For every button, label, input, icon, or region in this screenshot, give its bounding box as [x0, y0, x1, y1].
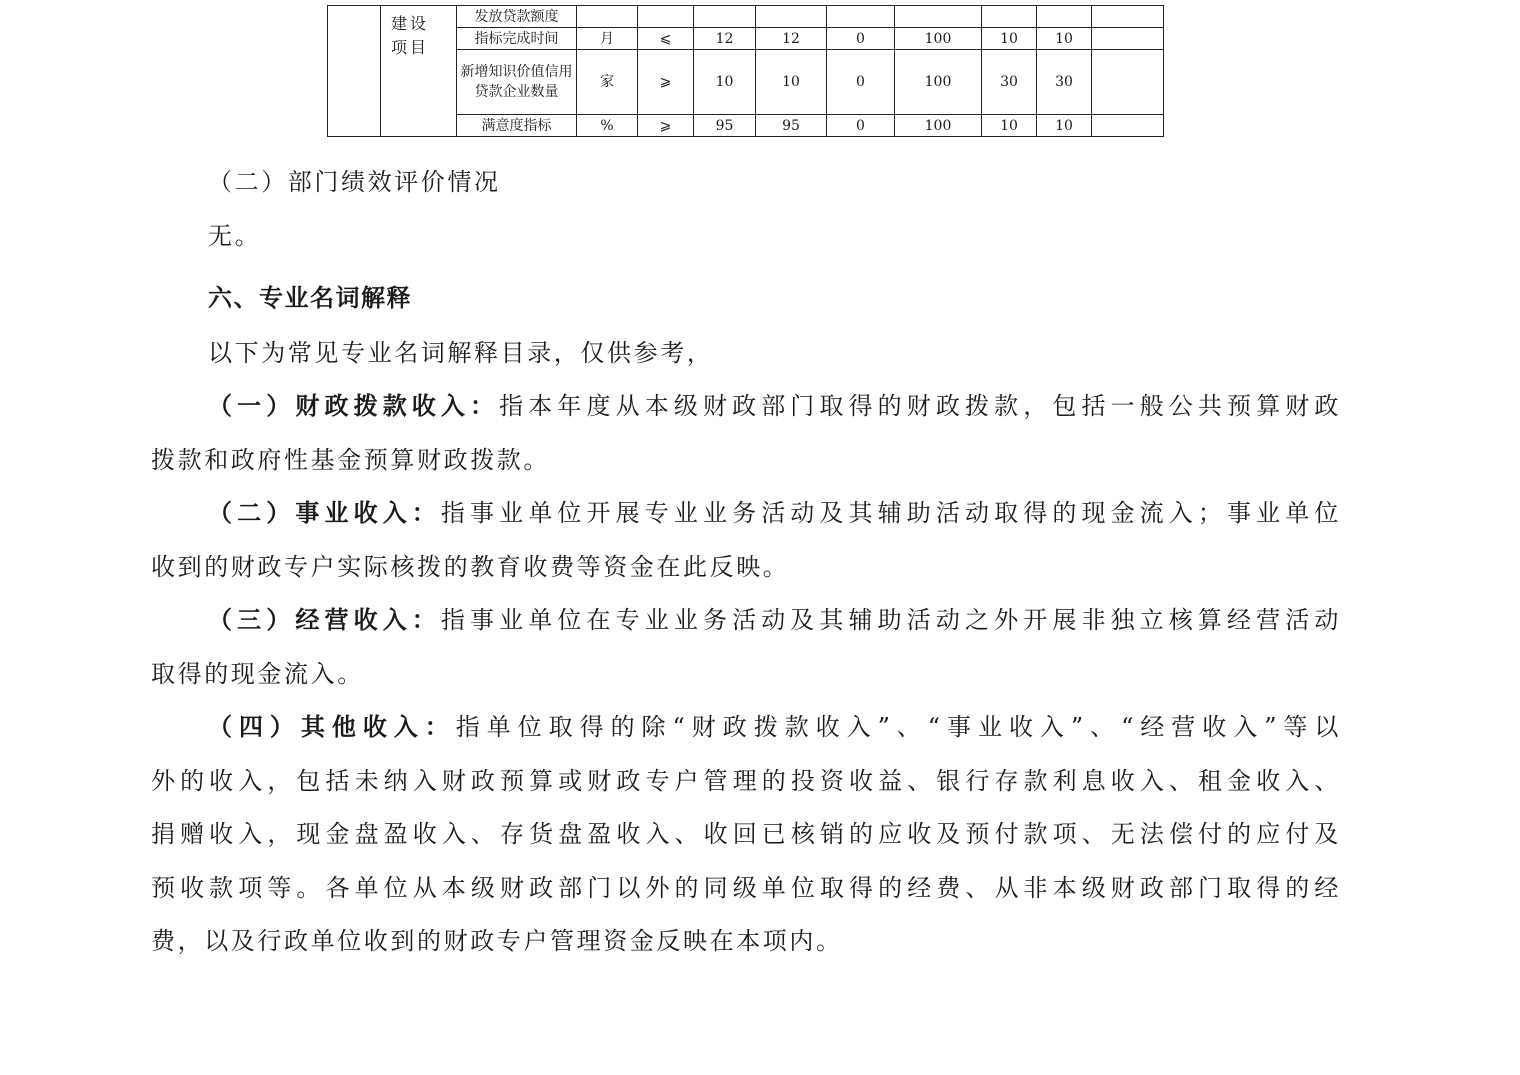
section-heading-2: （二）部门绩效评价情况	[208, 168, 501, 196]
term-text: 指本年度从本级财政部门取得的财政拨款，包括一般公共预算财政	[499, 392, 1341, 420]
performance-table	[327, 5, 1164, 137]
weight-cell	[982, 6, 1037, 28]
section-heading-6: 六、专业名词解释	[208, 284, 412, 312]
table-row	[328, 6, 1164, 28]
term-text: 预收款项等。各单位从本级财政部门以外的同级单位取得的经费、从非本级财政部门取得的经	[151, 874, 1341, 902]
term-title: （三）经营收入：	[208, 605, 441, 634]
project-label-cell: 建设项目	[381, 6, 457, 137]
operator-cell	[638, 6, 694, 28]
term-paragraph	[208, 605, 1341, 635]
term-text: 费，以及行政单位收到的财政专户管理资金反映在本项内。	[151, 927, 843, 955]
score-cell: 10	[1037, 115, 1092, 137]
weight-cell: 10	[982, 115, 1037, 137]
note-cell	[1092, 6, 1164, 28]
term-text: 指事业单位在专业业务活动及其辅助活动之外开展非独立核算经营活动	[440, 606, 1341, 634]
score-cell: 10	[1037, 28, 1092, 50]
weight-cell: 30	[982, 50, 1037, 115]
note-cell	[1092, 28, 1164, 50]
operator-cell: ⩾	[638, 50, 694, 115]
actual-cell: 12	[756, 28, 827, 50]
unit-cell: 家	[577, 50, 638, 115]
diff-cell: 0	[827, 28, 895, 50]
target-cell: 10	[694, 50, 756, 115]
operator-cell: ⩽	[638, 28, 694, 50]
intro-paragraph: 以下为常见专业名词解释目录，仅供参考，	[208, 339, 714, 367]
term-text: 指事业单位开展专业业务活动及其辅助活动取得的现金流入；事业单位	[440, 499, 1341, 527]
term-text: 外的收入，包括未纳入财政预算或财政专户管理的投资收益、银行存款利息收入、租金收入、	[151, 767, 1341, 795]
indicator-name: 发放贷款额度	[457, 6, 577, 28]
indicator-name: 指标完成时间	[457, 28, 577, 50]
term-title: （四）其他收入：	[208, 712, 456, 741]
term-title: （一）财政拨款收入：	[208, 391, 500, 420]
rate-cell: 100	[895, 50, 982, 115]
term-paragraph	[208, 498, 1341, 528]
section-body-2: 无。	[208, 222, 262, 250]
actual-cell: 95	[756, 115, 827, 137]
term-title: （二）事业收入：	[208, 498, 441, 527]
term-text: 指单位取得的除“财政拨款收入”、“事业收入”、“经营收入”等以	[455, 713, 1341, 741]
actual-cell: 10	[756, 50, 827, 115]
rate-cell: 100	[895, 28, 982, 50]
rate-cell: 100	[895, 115, 982, 137]
indicator-name: 新增知识价值信用贷款企业数量	[457, 50, 577, 115]
unit-cell	[577, 6, 638, 28]
term-text: 捐赠收入，现金盘盈收入、存货盘盈收入、收回已核销的应收及预付款项、无法偿付的应付及	[151, 820, 1341, 848]
rate-cell	[895, 6, 982, 28]
note-cell	[1092, 115, 1164, 137]
target-cell	[694, 6, 756, 28]
target-cell: 12	[694, 28, 756, 50]
weight-cell: 10	[982, 28, 1037, 50]
note-cell	[1092, 50, 1164, 115]
term-text: 拨款和政府性基金预算财政拨款。	[151, 446, 550, 474]
term-paragraph	[208, 712, 1341, 742]
operator-cell: ⩾	[638, 115, 694, 137]
actual-cell	[756, 6, 827, 28]
diff-cell: 0	[827, 115, 895, 137]
score-cell	[1037, 6, 1092, 28]
score-cell: 30	[1037, 50, 1092, 115]
blank-category-cell	[328, 6, 381, 137]
term-text: 收到的财政专户实际核拨的教育收费等资金在此反映。	[151, 553, 790, 581]
unit-cell: 月	[577, 28, 638, 50]
diff-cell: 0	[827, 50, 895, 115]
term-paragraph	[208, 391, 1341, 421]
diff-cell	[827, 6, 895, 28]
term-text: 取得的现金流入。	[151, 660, 364, 688]
target-cell: 95	[694, 115, 756, 137]
unit-cell: %	[577, 115, 638, 137]
indicator-name: 满意度指标	[457, 115, 577, 137]
